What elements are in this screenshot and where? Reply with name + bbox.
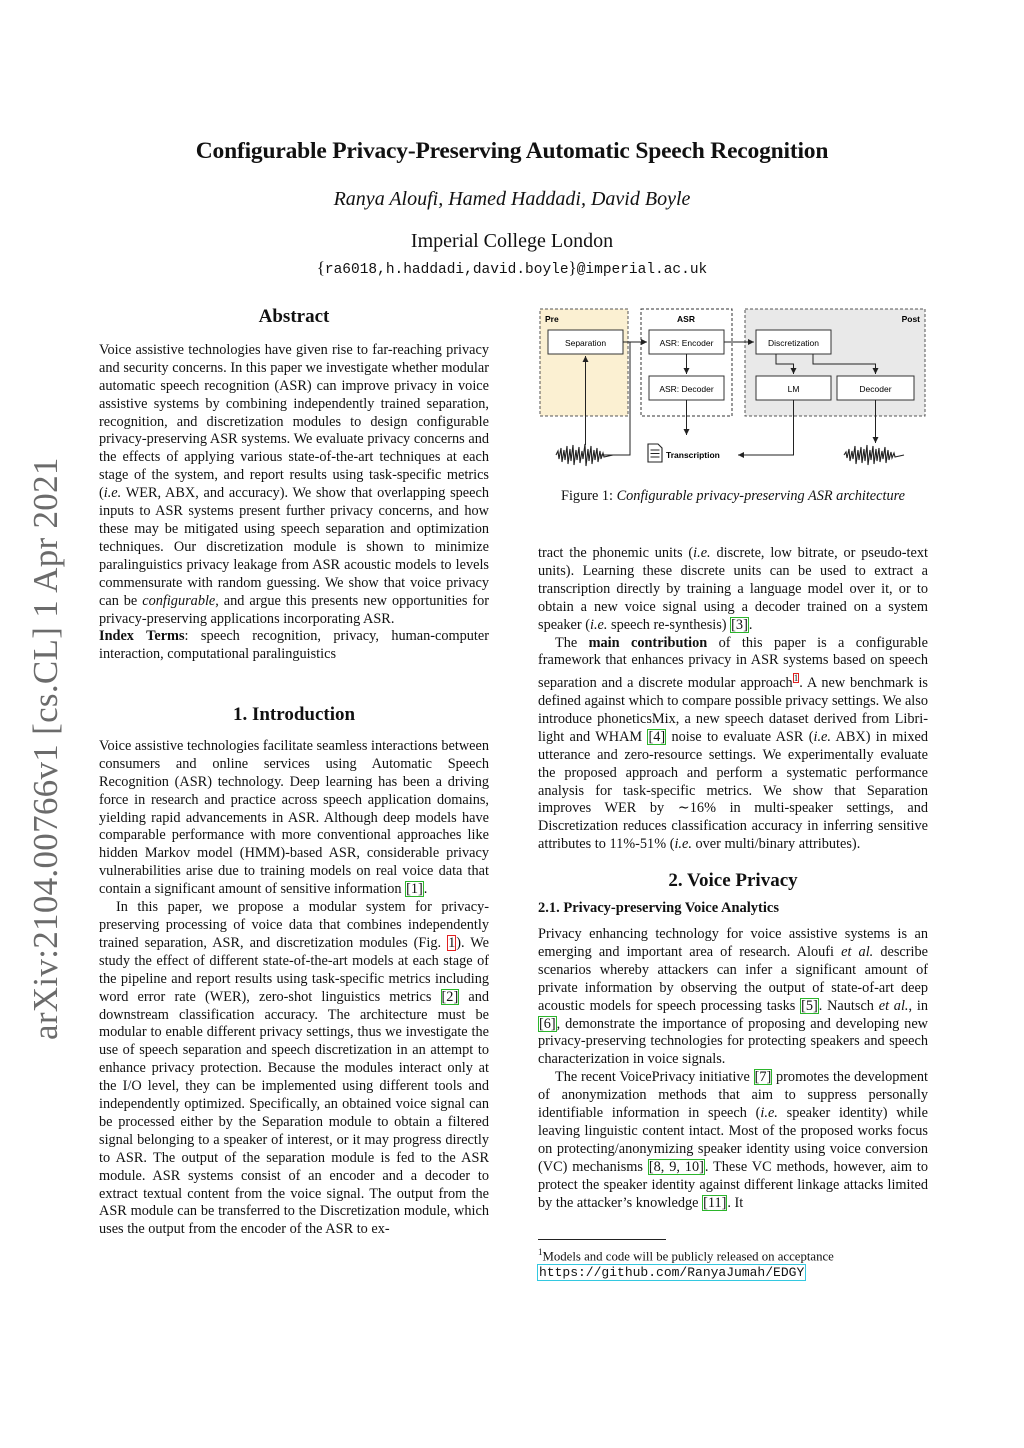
arxiv-identifier: arXiv:2104.00766v1 [cs.CL] 1 Apr 2021 xyxy=(26,457,65,1040)
asr-encoder-label: ASR: Encoder xyxy=(659,338,714,348)
citation-link[interactable]: [4] xyxy=(648,728,666,745)
citation-link[interactable]: [3] xyxy=(731,616,748,633)
footnote: $^1$Models and code will be publicly released on acceptance https://github.com/RanyaJumah/EDGY xyxy=(538,1247,834,1281)
output-waveform-icon xyxy=(844,445,904,465)
footnote-link[interactable]: 1 xyxy=(793,673,799,684)
decoder-label: Decoder xyxy=(859,384,892,394)
paper-authors: Ranya Aloufi, Hamed Haddadi, David Boyle xyxy=(333,188,691,210)
footnote-rule xyxy=(538,1239,666,1240)
introduction-section xyxy=(99,706,489,1239)
post-label: Post xyxy=(901,314,920,324)
subsection-heading: 2.1. Privacy-preserving Voice Analytics xyxy=(538,900,779,917)
intro-paragraph-1: Voice assistive technologies facilitate seamless interactions between consumers and online services using Automatic Speech Recognition (ASR) technology. Deep learning has been a driving force in research and practice across speech application domains, yielding rapid advancements in ASR. Although deep models have comparable performance with more conventional approaches like hidden Markov model (HMM)-based ASR, considerable privacy vulnerabilities arise due to training models on real voice data that contain a significant amount of sensitive information [1]. xyxy=(99,737,489,898)
code-repository-link[interactable]: https://github.com/RanyaJumah/EDGY xyxy=(539,1265,805,1281)
voiceprivacy-paragraph: The recent VoicePrivacy initiative [7] promotes the development of anonymization methods that aim to suppress personally identifiable information in speech (i.e. speaker identity) while leaving linguistic content intact. Most of the proposed works focus on protecting/anonymizing speaker identity using voice conversion (VC) mechanisms [8, 9, 10]. These VC methods, however, aim to protect the speaker identity against different linkage attacks limited by the attacker’s knowledge [11]. It xyxy=(538,1069,928,1211)
citation-link[interactable]: [6] xyxy=(539,1015,556,1032)
intro-paragraph-2: In this paper, we propose a modular system for privacy-preserving processing of voice data that combines independently trained separation, ASR, and discretization modules (Fig. 1). We study the effect of different state-of-the-art models at each stage of the pipeline and report results using task-specific metrics including word error rate (WER), zero-shot linguistics metrics [2] and downstream classification accuracy. The architecture must be modular to enable different privacy settings, thus we investigate the use of speech separation and speech discretization in an attempt to enhance privacy protection. Because the modules interact only at the I/O level, they can be implemented using different tools and independently optimized. Specifically, an obtained voice signal can be processed either by the Separation module to obtain a filtered signal belonging to a speaker of interest, or it may progress directly to ASR. The output of the separation module is fed to the ASR module. ASR systems consist of an encoder and a decoder to extract textual content from the voice signal. The output from the ASR module can be transferred to the Discretization module, which uses the output from the encoder of the ASR to ex- xyxy=(99,899,489,1238)
index-terms: Index Terms: speech recognition, privacy, human-computer interaction, computational paralinguistics xyxy=(99,628,489,663)
figure-caption: Figure 1: Configurable privacy-preserving ASR architecture xyxy=(561,488,905,504)
voice-privacy-heading: 2. Voice Privacy xyxy=(668,870,798,892)
transcription-label: Transcription xyxy=(666,450,720,460)
paper-email: {ra6018,h.haddadi,david.boyle}@imperial.ac.uk xyxy=(316,258,708,278)
citation-link[interactable]: [7] xyxy=(754,1069,772,1086)
paper-affiliation: Imperial College London xyxy=(410,230,614,252)
figure-ref-link[interactable]: 1 xyxy=(448,934,456,951)
discretization-label: Discretization xyxy=(767,338,820,348)
introduction-heading: 1. Introduction xyxy=(232,704,356,725)
pre-stage-region xyxy=(540,309,628,416)
asr-label: ASR xyxy=(677,314,695,324)
abstract-section xyxy=(99,308,489,664)
main-contribution-paragraph: The main contribution of this paper is a configurable framework that enhances privacy in ASR systems based on speech separation and a discrete modular approach$^1$. A new benchmark is defined against which to compare possible privacy settings. We also introduce phoneticsMix, a new speech dataset derived from Libri-light and WHAM [4] noise to evaluate ASR (i.e. ABX) in mixed utterance and zero-resource settings. We experimentally evaluate the proposed approach and perform a systematic performance analysis for task-specific metrics. We show that Separation improves WER by ∼16% in multi-speaker settings, and Discretization reduces classification accuracy in inferring sensitive attributes to 11%-51% (i.e. over multi/binary attributes). xyxy=(538,634,928,853)
intro-continuation: tract the phonemic units (i.e. discrete, low bitrate, or pseudo-text units). Learning these discrete units can be used to extract a transcription directly by training a language model over it, or to obtain a new voice signal using a decoder trained on a system speaker (i.e. speech re-synthesis) [3]. xyxy=(538,545,928,633)
lm-label: LM xyxy=(787,384,800,394)
abstract-heading: Abstract xyxy=(258,306,330,327)
citation-link[interactable]: [1] xyxy=(406,881,423,898)
voice-analytics-paragraph: Privacy enhancing technology for voice assistive systems is an emerging and important area of research. Aloufi et al. describe scenarios whereby attackers can infer a significant amount of private information by observing the output of state-of-art deep acoustic models for speech processing tasks [5]. Nautsch et al., in [6], demonstrate the importance of proposing and developing new privacy-preserving technologies for protecting speakers and speech characterization in voice signals. xyxy=(538,925,929,1068)
paper-title: Configurable Privacy-Preserving Automatic Speech Recognition xyxy=(195,138,829,164)
architecture-diagram xyxy=(538,305,930,475)
abstract-body: Voice assistive technologies have given rise to far-reaching privacy and security concerns. In this paper we investigate whether modular automatic speech recognition (ASR) can improve privacy in voice assistive systems by combining independently trained separation, recognition, and discretization modules to design configurable privacy-preserving ASR systems. We evaluate privacy concerns and the effects of applying various state-of-the-art techniques at each stage of the system, and report results using task-specific metrics (i.e. WER, ABX, and accuracy). We show that overlapping speech inputs to ASR systems present further privacy concerns, and how these may be mitigated using speech separation and optimization techniques. Our discretization module is shown to minimize paralinguistics privacy leakage from ASR acoustic models to levels commensurate with random guessing. We show that voice privacy can be configurable, and argue this presents new opportunities for privacy-preserving applications incorporating ASR. xyxy=(99,341,490,627)
right-column-text xyxy=(538,545,928,1212)
citation-link[interactable]: [11] xyxy=(703,1194,727,1211)
separation-label: Separation xyxy=(564,338,607,348)
citation-link[interactable]: [2] xyxy=(441,988,459,1005)
citation-link[interactable]: [8, 9, 10] xyxy=(648,1158,704,1175)
pre-label: Pre xyxy=(545,314,559,324)
citation-link[interactable]: [5] xyxy=(801,997,818,1014)
document-icon xyxy=(648,444,662,462)
asr-decoder-label: ASR: Decoder xyxy=(659,384,714,394)
